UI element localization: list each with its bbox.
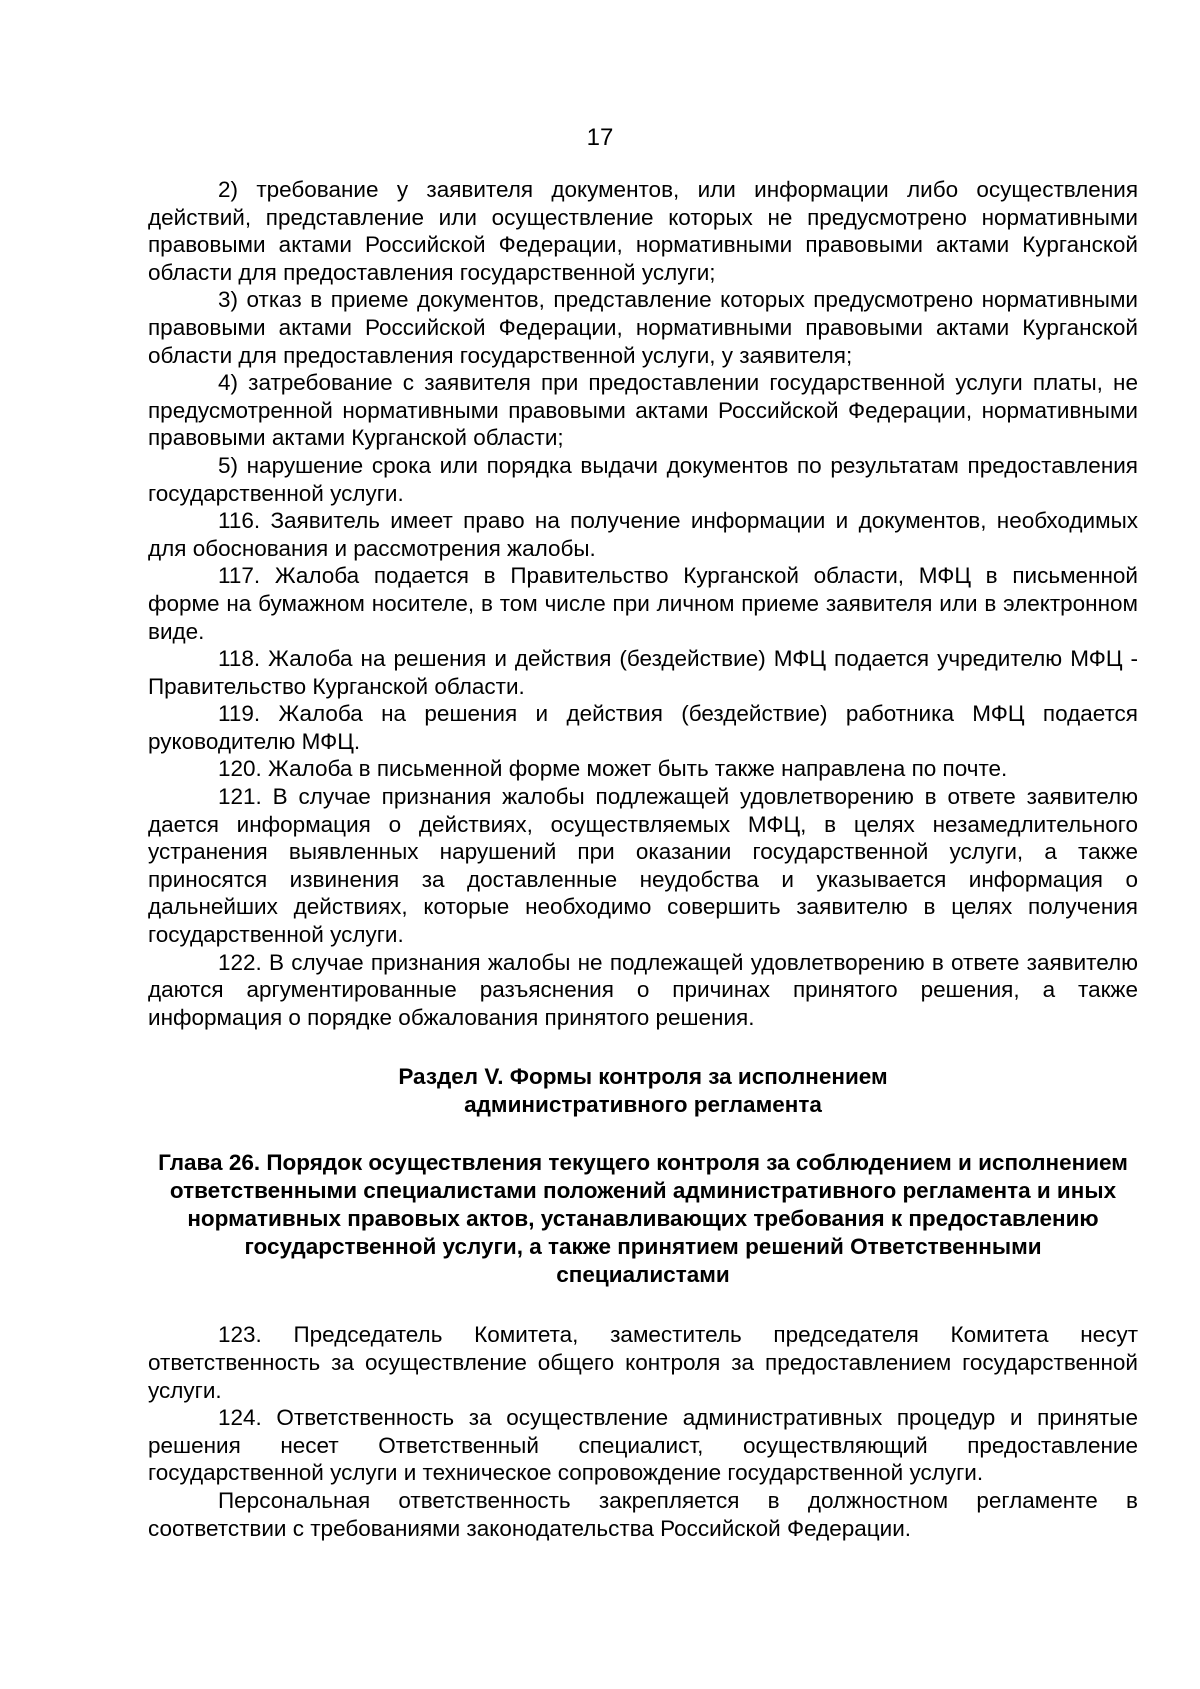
paragraph-122: 122. В случае признания жалобы не подлежащей удовлетворению в ответе заявителю даются аргументированные разъяснения о причинах принятого решения, а также информация о порядке обжалования принятого решения.	[148, 949, 1138, 1030]
section-heading: Раздел V. Формы контроля за исполнением административного регламента	[398, 1064, 888, 1118]
paragraph-119: 119. Жалоба на решения и действия (бездействие) работника МФЦ подается руководителю МФЦ.	[148, 701, 1138, 754]
page-number: 17	[586, 124, 614, 151]
paragraph-118: 118. Жалоба на решения и действия (бездействие) МФЦ подается учредителю МФЦ - Правительство Курганской области.	[148, 646, 1138, 699]
paragraph-117: 117. Жалоба подается в Правительство Курганской области, МФЦ в письменной форме на бумажном носителе, в том числе при личном приеме заявителя или в электронном виде.	[148, 563, 1138, 644]
paragraph-item-5: 5) нарушение срока или порядка выдачи документов по результатам предоставления государственной услуги.	[148, 452, 1138, 506]
paragraph-120: 120. Жалоба в письменной форме может быть также направлена по почте.	[218, 756, 1008, 782]
paragraph-121: 121. В случае признания жалобы подлежащей удовлетворению в ответе заявителю дается информация о действиях, осуществляемых МФЦ, в целях незамедлительного устранения выявленных нарушений при оказании государственной услуги, а также приносятся извинения за доставленные неудобства и указывается информация о дальнейших действиях, которые необходимо совершить заявителю в целях получения государственной услуги.	[148, 784, 1138, 948]
paragraph-123: 123. Председатель Комитета, заместитель председателя Комитета несут ответственность за осуществление общего контроля за предоставлением государственной услуги.	[148, 1322, 1138, 1403]
paragraph-124: 124. Ответственность за осуществление административных процедур и принятые решения несет Ответственный специалист, осуществляющий предоставление государственной услуги и техническое сопровождение государственной услуги.	[148, 1405, 1138, 1486]
chapter-heading: Глава 26. Порядок осуществления текущего контроля за соблюдением и исполнением ответственными специалистами положений административного регламента и иных нормативных правовых актов, устанавливающих требования к предоставлению государственной услуги, а также принятием решений Ответственными специалистами	[158, 1150, 1128, 1288]
paragraph-item-4: 4) затребование с заявителя при предоставлении государственной услуги платы, не предусмотренной нормативными правовыми актами Российской Федерации, нормативными правовыми актами Курганской области;	[148, 370, 1138, 451]
paragraph-116: 116. Заявитель имеет право на получение информации и документов, необходимых для обоснования и рассмотрения жалобы.	[148, 508, 1138, 561]
paragraph-item-3: 3) отказ в приеме документов, представление которых предусмотрено нормативными правовыми актами Российской Федерации, нормативными правовыми актами Курганской области для предоставления государственной услуги, у заявителя;	[148, 287, 1138, 368]
document-body	[148, 176, 1138, 1542]
paragraph-personal-responsibility: Персональная ответственность закрепляется в должностном регламенте в соответствии с требованиями законодательства Российской Федерации.	[148, 1487, 1138, 1541]
paragraph-item-2: 2) требование у заявителя документов, или информации либо осуществления действий, представление или осуществление которых не предусмотрено нормативными правовыми актами Российской Федерации, нормативными правовыми актами Курганской области для предоставления государственной услуги;	[148, 177, 1138, 285]
